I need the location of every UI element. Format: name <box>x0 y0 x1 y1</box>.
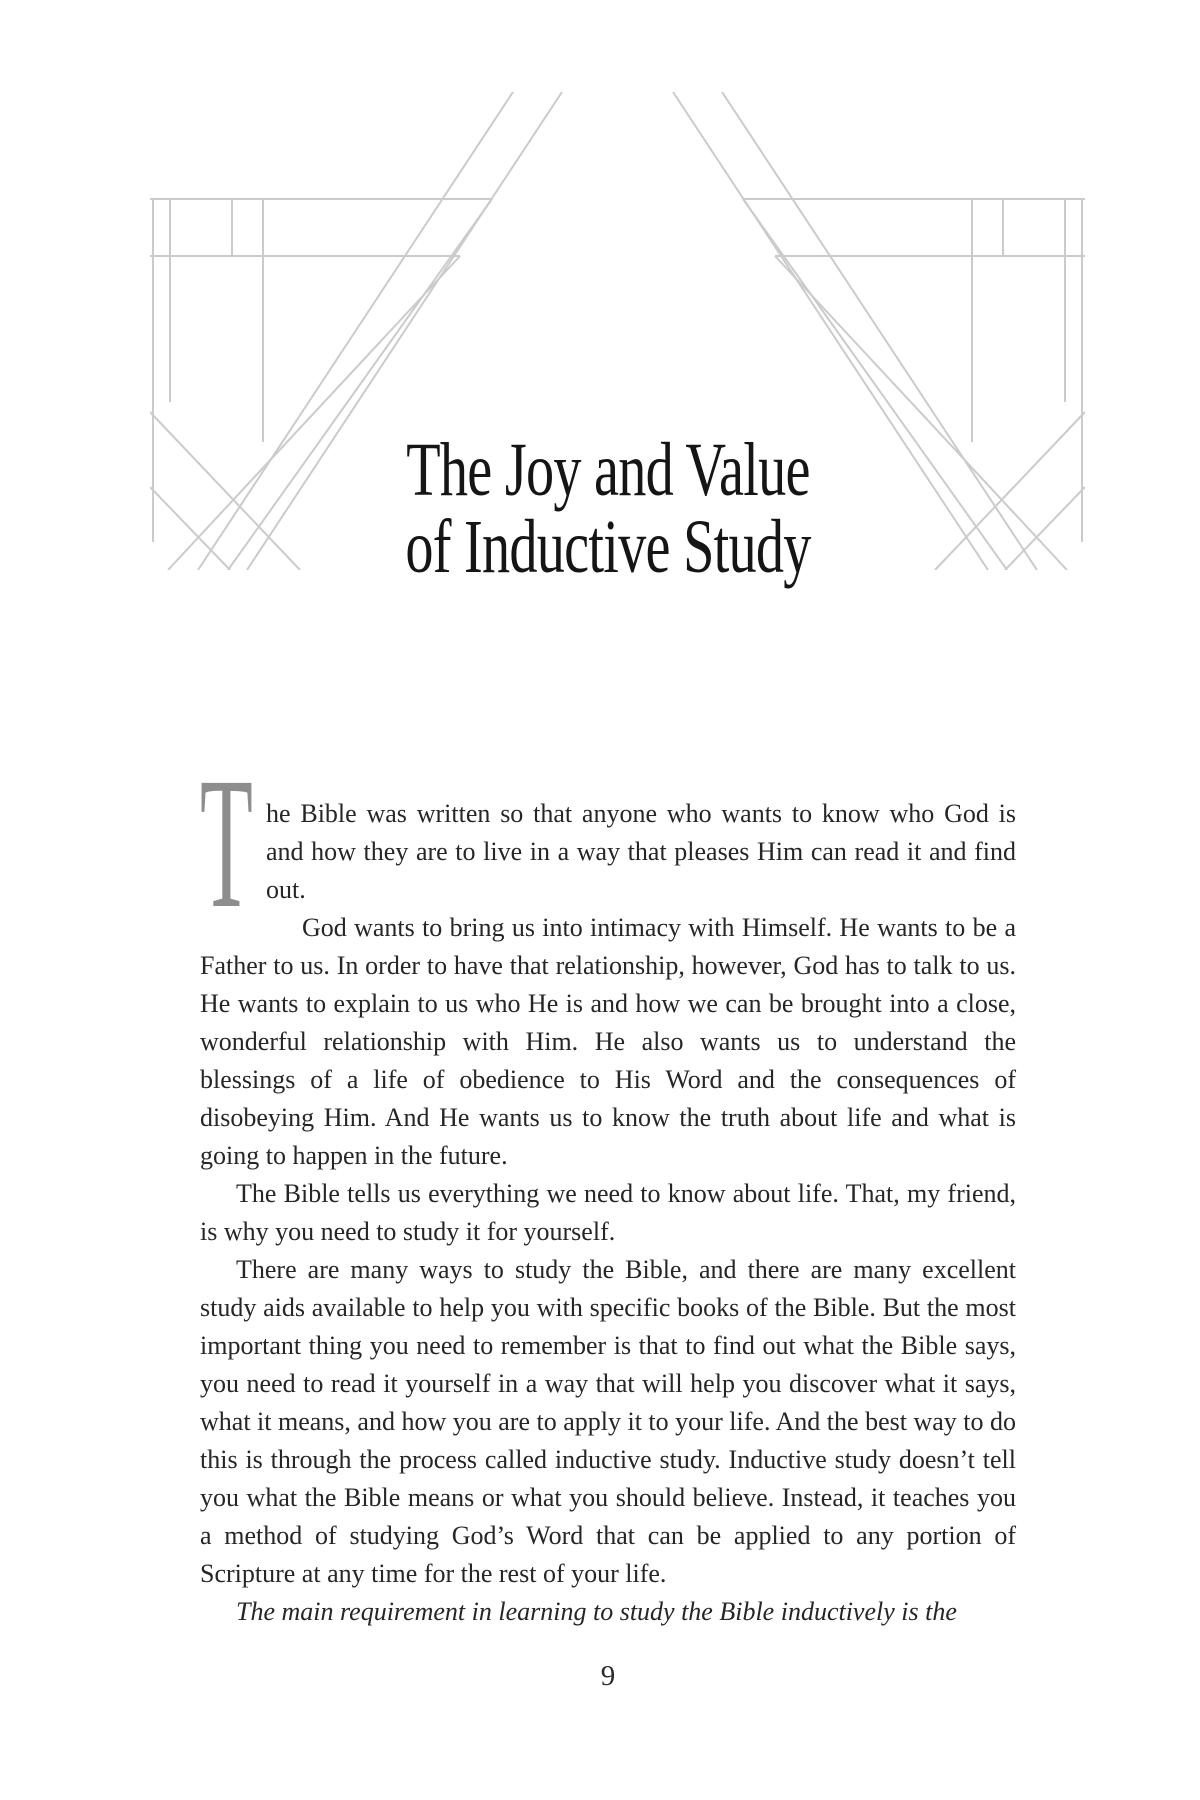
chapter-title-line-2: of Inductive Study <box>405 505 811 589</box>
paragraph: There are many ways to study the Bible, and there are many excellent study aids available to help you with specific books of the Bible. But the most important thing you need to remember is that to find out what the Bible says, you need to read it yourself in a way that will help you discover what it says, what it means, and how you are to apply it to your life. And the best way to do this is through the process called inductive study. Inductive study doesn’t tell you what the Bible means or what you should believe. Instead, it teaches you a method of studying God’s Word that can be applied to any portion of Scripture at any time for the rest of your life. <box>200 1255 1016 1588</box>
page-number: 9 <box>600 1660 616 1692</box>
paragraph: T he Bible was written so that anyone who wants to know who God is and how they are to live in a way that pleases Him can read it and find out. <box>200 738 1016 947</box>
chapter-title <box>306 428 910 589</box>
paragraph: The Bible tells us everything we need to know about life. That, my friend, is why you need to study it for yourself. <box>200 1179 1016 1246</box>
body-text <box>200 738 1016 1631</box>
paragraph: God wants to bring us into intimacy with Himself. He wants to be a Father to us. In order to have that relationship, however, God has to talk to us. He wants to explain to us who He is and how we can be brought into a close, wonderful relationship with Him. He also wants us to understand the blessings of a life of obedience to His Word and the consequences of disobeying Him. And He wants us to know the truth about life and what is going to happen in the future. <box>200 913 1016 1170</box>
drop-cap: T <box>200 738 253 947</box>
chapter-title-line-1: The Joy and Value <box>406 428 810 512</box>
paragraph: The main requirement in learning to study the Bible inductively is the <box>236 1597 957 1626</box>
